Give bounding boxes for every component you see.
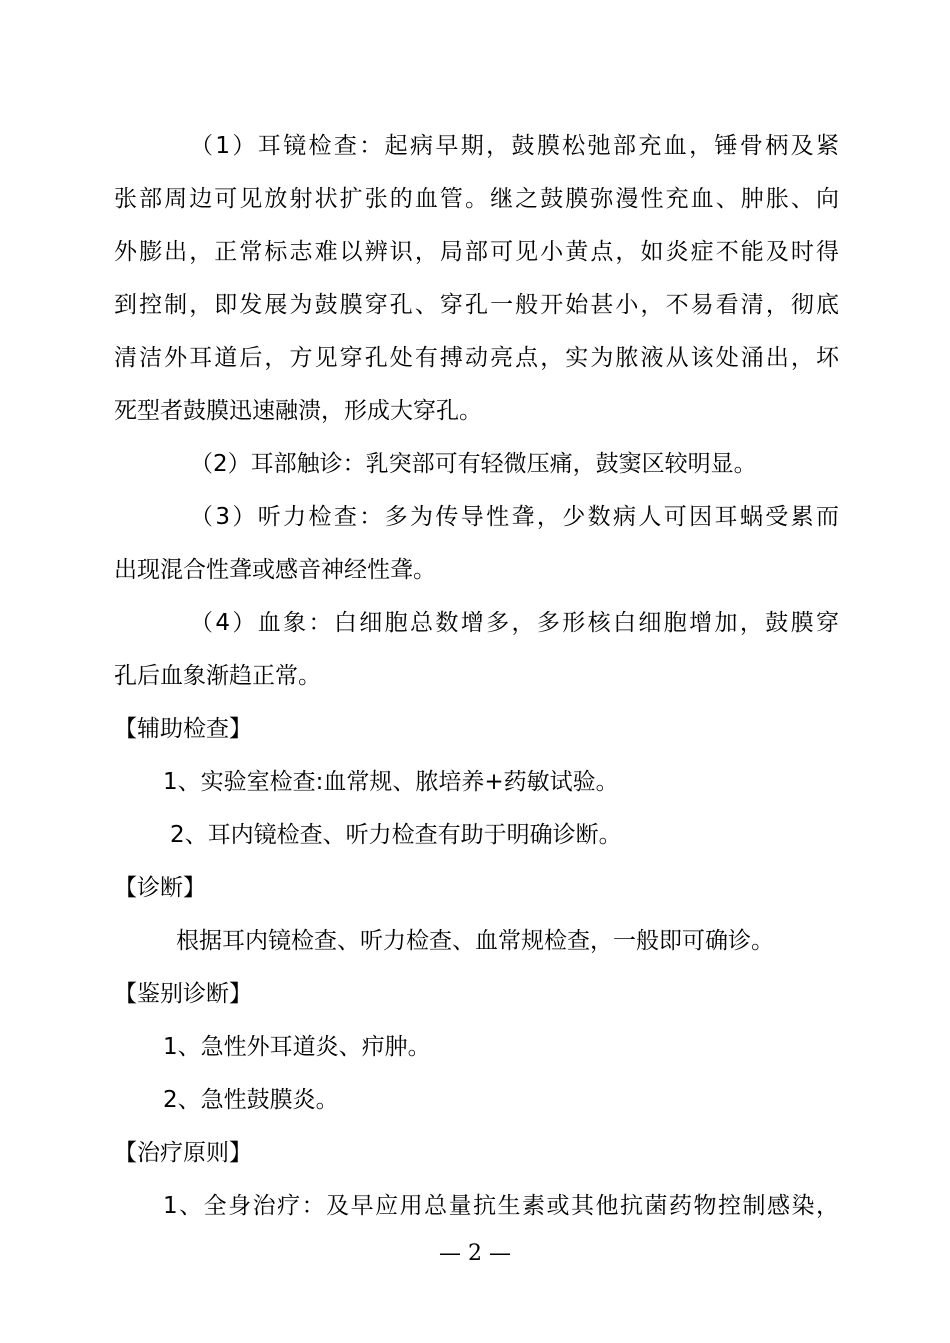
exam-blood-line-2: 孔后血象渐趋正常。 [114, 663, 321, 689]
differential-heading: 【鉴别诊断】 [114, 981, 252, 1007]
exam-hearing-line-1: （3）听力检查：多为传导性聋，少数病人可因耳蜗受累而 [190, 504, 839, 530]
exam-hearing-line-2: 出现混合性聋或感音神经性聋。 [114, 557, 436, 583]
diagnosis-heading: 【诊断】 [114, 875, 206, 901]
exam-otoscopy-line-2: 张部周边可见放射状扩张的血管。继之鼓膜弥漫性充血、肿胀、向 [114, 186, 839, 212]
page-number: — 2 — [439, 1241, 511, 1266]
exam-otoscopy-line-5: 清洁外耳道后，方见穿孔处有搏动亮点，实为脓液从该处涌出，坏 [114, 345, 839, 371]
differential-item-1: 1、急性外耳道炎、疖肿。 [163, 1034, 431, 1060]
exam-otoscopy-line-1: （1）耳镜检查：起病早期，鼓膜松弛部充血，锤骨柄及紧 [190, 133, 839, 159]
exam-otoscopy-line-3: 外膨出，正常标志难以辨识，局部可见小黄点，如炎症不能及时得 [114, 239, 839, 265]
aux-exam-item-2: 2、耳内镜检查、听力检查有助于明确诊断。 [170, 822, 622, 848]
exam-otoscopy-line-6: 死型者鼓膜迅速融溃，形成大穿孔。 [114, 398, 482, 424]
treatment-heading: 【治疗原则】 [114, 1140, 252, 1166]
aux-exam-item-1: 1、实验室检查:血常规、脓培养+药敏试验。 [163, 769, 619, 795]
treatment-item-1: 1、全身治疗：及早应用总量抗生素或其他抗菌药物控制感染， [163, 1193, 839, 1219]
exam-otoscopy-line-4: 到控制，即发展为鼓膜穿孔、穿孔一般开始甚小，不易看清，彻底 [114, 292, 839, 318]
aux-exam-heading: 【辅助检查】 [114, 716, 252, 742]
diagnosis-text: 根据耳内镜检查、听力检查、血常规检查，一般即可确诊。 [176, 928, 774, 954]
differential-item-2: 2、急性鼓膜炎。 [163, 1087, 339, 1113]
exam-palpation-line: （2）耳部触诊：乳突部可有轻微压痛，鼓窦区较明显。 [190, 451, 757, 477]
exam-blood-line-1: （4）血象：白细胞总数增多，多形核白细胞增加，鼓膜穿 [190, 610, 839, 636]
